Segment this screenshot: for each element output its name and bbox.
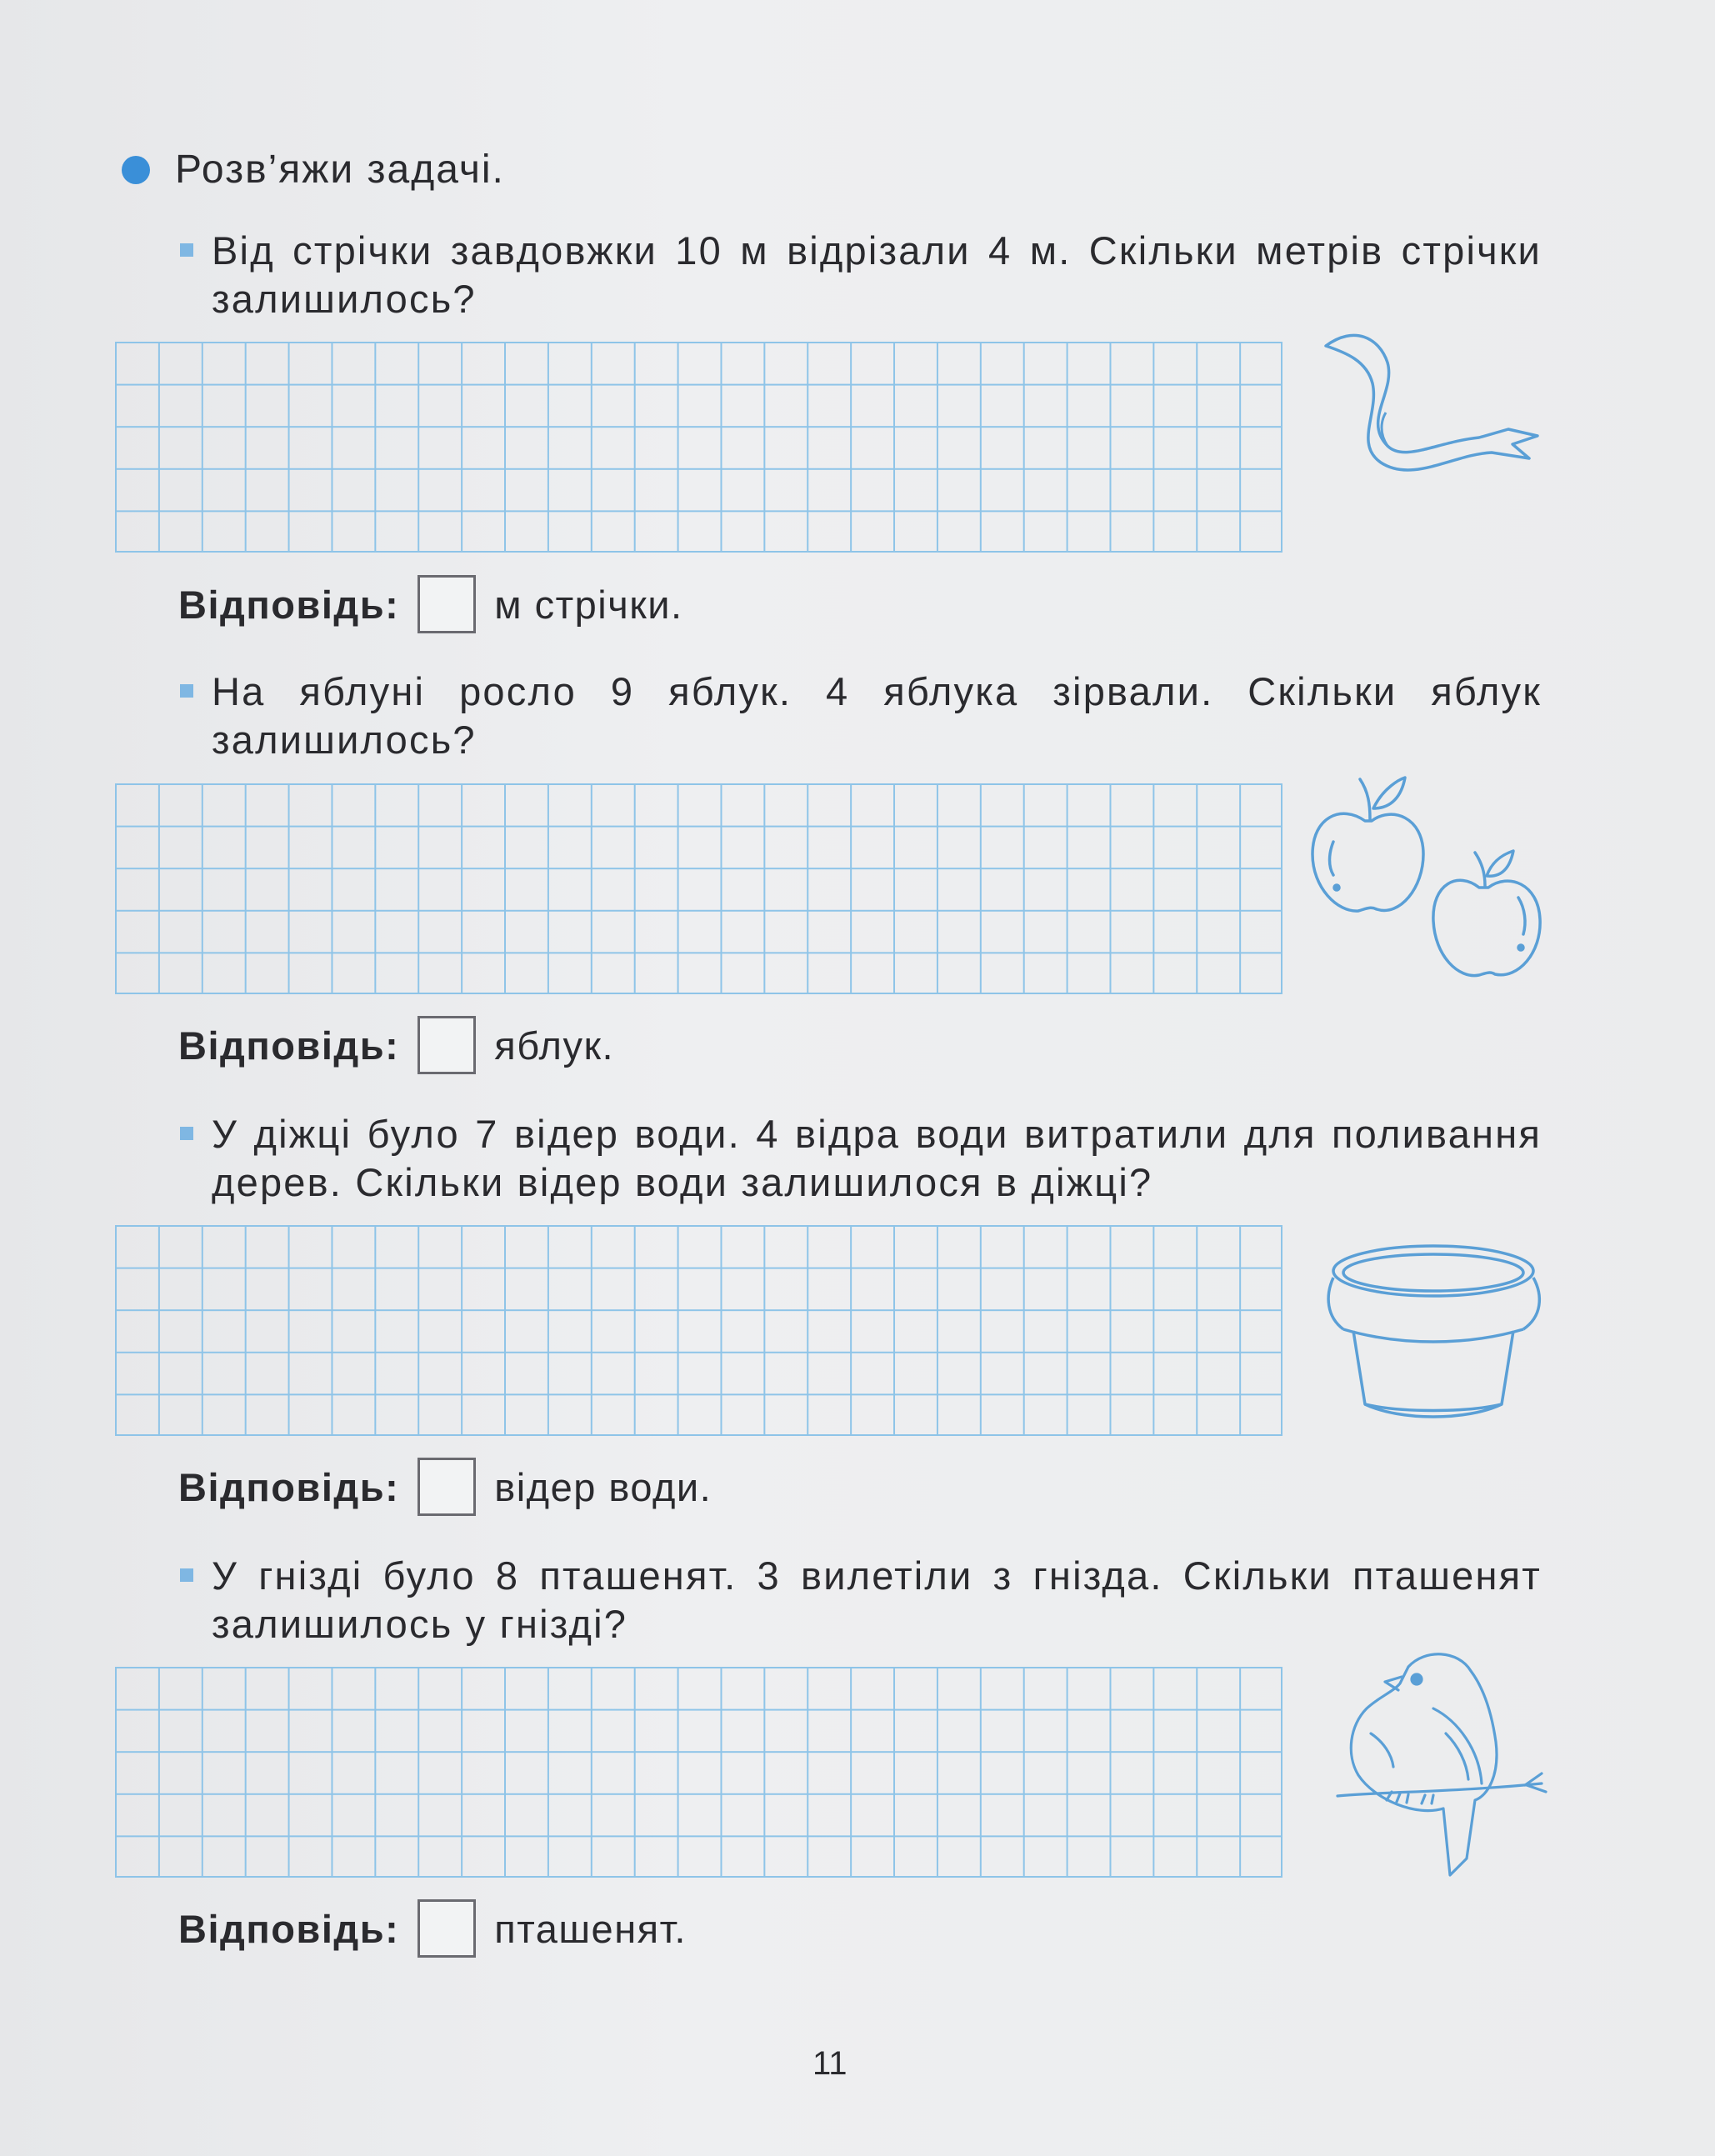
answer-unit: яблук. <box>494 1023 615 1068</box>
task-3-grid[interactable] <box>115 1225 1282 1436</box>
task-4-answer <box>178 1899 687 1958</box>
answer-unit: відер води. <box>494 1464 712 1509</box>
task-2 <box>182 668 1542 764</box>
answer-label: Відповідь: <box>178 1464 400 1509</box>
apples-icon <box>1308 771 1550 1000</box>
ribbon-icon <box>1321 329 1546 483</box>
task-1-text: Від стрічки завдовжки 10 м відрізали 4 м. Скільки метрів стрічки залишилось? <box>212 228 1542 321</box>
task-2-grid[interactable] <box>115 783 1282 994</box>
task-bullet-icon <box>180 1127 193 1140</box>
task-bullet-icon <box>180 243 193 257</box>
task-4-grid[interactable] <box>115 1667 1282 1878</box>
answer-unit: м стрічки. <box>494 582 683 627</box>
task-2-answer-box[interactable] <box>418 1016 476 1074</box>
task-4-answer-box[interactable] <box>418 1899 476 1958</box>
task-4-text: У гнізді було 8 пташенят. 3 вилетіли з гнізда. Скільки пташенят залишилось у гнізді? <box>212 1553 1542 1646</box>
task-1-answer-box[interactable] <box>418 575 476 633</box>
instruction <box>122 147 505 193</box>
task-3-answer-box[interactable] <box>418 1458 476 1516</box>
task-3-text: У діжці було 7 відер води. 4 відра води витратили для поливання дерев. Скільки відер води залишилося в діжці? <box>212 1112 1542 1204</box>
task-bullet-icon <box>180 1568 193 1582</box>
instruction-text: Розв’яжи задачі. <box>175 148 505 192</box>
task-3 <box>182 1110 1542 1207</box>
answer-label: Відповідь: <box>178 582 400 627</box>
bird-icon <box>1333 1642 1550 1888</box>
task-bullet-icon <box>180 684 193 698</box>
task-4 <box>182 1552 1542 1648</box>
task-2-text: На яблуні росло 9 яблук. 4 яблука зірвали. Скільки яблук залишилось? <box>212 669 1542 762</box>
answer-label: Відповідь: <box>178 1906 400 1951</box>
bucket-icon <box>1325 1238 1546 1433</box>
page-number: 11 <box>812 2045 848 2082</box>
task-3-answer <box>178 1458 712 1516</box>
task-2-answer <box>178 1016 614 1074</box>
instruction-dot-icon <box>122 156 150 184</box>
answer-unit: пташенят. <box>494 1906 687 1951</box>
task-1 <box>182 227 1542 323</box>
task-1-answer <box>178 575 683 633</box>
answer-label: Відповідь: <box>178 1023 400 1068</box>
task-1-grid[interactable] <box>115 342 1282 553</box>
